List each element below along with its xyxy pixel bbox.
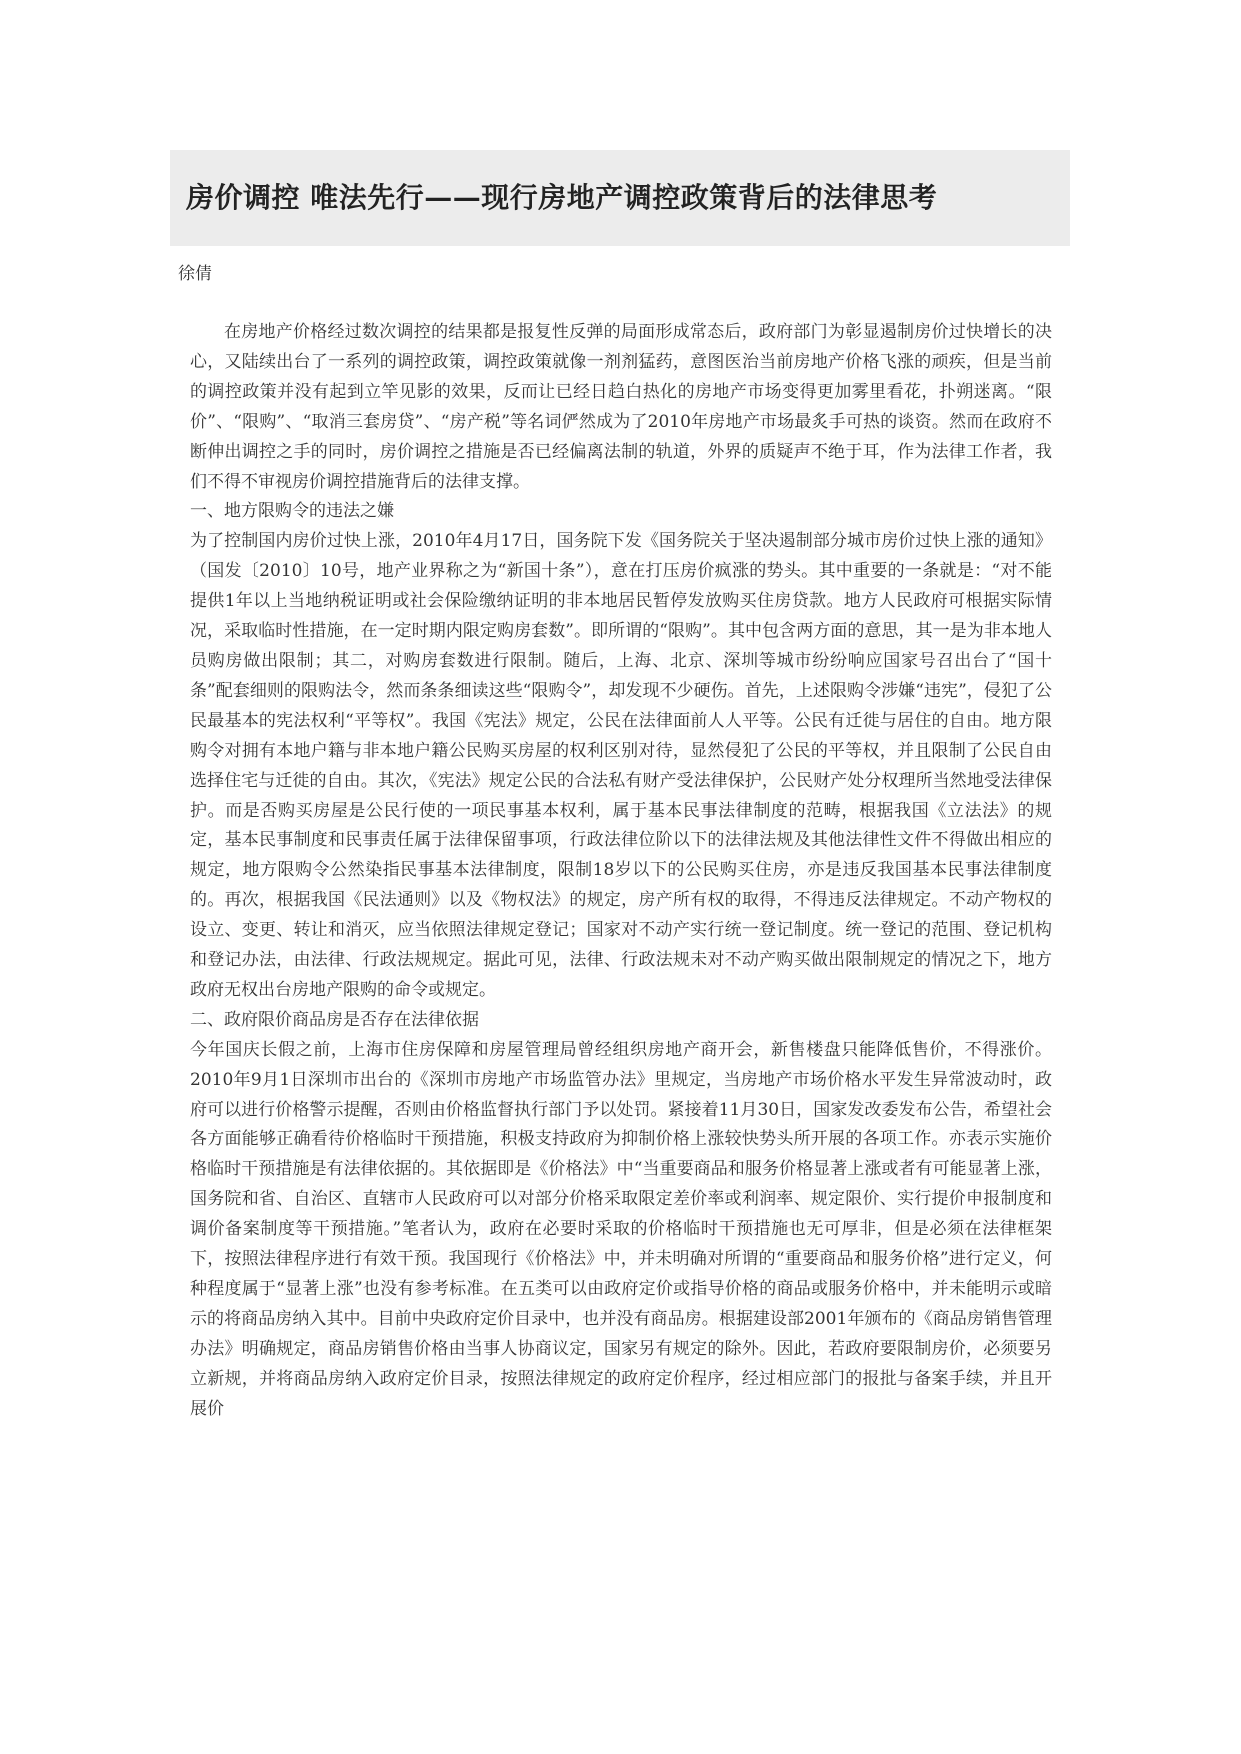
article-body xyxy=(190,318,1052,1425)
intro-paragraph: 在房地产价格经过数次调控的结果都是报复性反弹的局面形成常态后，政府部门为彰显遏制房价过快增长的决心，又陆续出台了一系列的调控政策，调控政策就像一剂剂猛药，意图医治当前房地产价格飞涨的顽疾，但是当前的调控政策并没有起到立竿见影的效果，反而让已经日趋白热化的房地产市场变得更加雾里看花，扑朔迷离。“限价”、“限购”、“取消三套房贷”、“房产税”等名词俨然成为了2010年房地产市场最炙手可热的谈资。然而在政府不断伸出调控之手的同时，房价调控之措施是否已经偏离法制的轨道，外界的质疑声不绝于耳，作为法律工作者，我们不得不审视房价调控措施背后的法律支撑。 xyxy=(190,322,1052,492)
title-band xyxy=(170,150,1070,246)
article-title: 房价调控 唯法先行——现行房地产调控政策背后的法律思考 xyxy=(186,181,938,214)
section-2-heading: 二、政府限价商品房是否存在法律依据 xyxy=(190,1009,479,1030)
section-1-heading: 一、地方限购令的违法之嫌 xyxy=(190,501,394,522)
author-name: 徐倩 xyxy=(178,264,212,284)
section-1-paragraph: 为了控制国内房价过快上涨，2010年4月17日，国务院下发《国务院关于坚决遏制部分城市房价过快上涨的通知》（国发〔2010〕10号，地产业界称之为“新国十条”），意在打压房价疯涨的势头。其中重要的一条就是：“对不能提供1年以上当地纳税证明或社会保险缴纳证明的非本地居民暂停发放购买住房贷款。地方人民政府可根据实际情况，采取临时性措施，在一定时期内限定购房套数”。即所谓的“限购”。其中包含两方面的意思，其一是为非本地人员购房做出限制；其二，对购房套数进行限制。随后，上海、北京、深圳等城市纷纷响应国家号召出台了“国十条”配套细则的限购法令，然而条条细读这些“限购令”，却发现不少硬伤。首先，上述限购令涉嫌“违宪”，侵犯了公民最基本的宪法权利“平等权”。我国《宪法》规定，公民在法律面前人人平等。公民有迁徙与居住的自由。地方限购令对拥有本地户籍与非本地户籍公民购买房屋的权利区别对待，显然侵犯了公民的平等权，并且限制了公民自由选择住宅与迁徙的自由。其次，《宪法》规定公民的合法私有财产受法律保护，公民财产处分权理所当然地受法律保护。而是否购买房屋是公民行使的一项民事基本权利，属于基本民事法律制度的范畴，根据我国《立法法》的规定，基本民事制度和民事责任属于法律保留事项，行政法律位阶以下的法律法规及其他法律性文件不得做出相应的规定，地方限购令公然染指民事基本法律制度，限制18岁以下的公民购买住房，亦是违反我国基本民事法律制度的。再次，根据我国《民法通则》以及《物权法》的规定，房产所有权的取得，不得违反法律规定。不动产物权的设立、变更、转让和消灭，应当依照法律规定登记；国家对不动产实行统一登记制度。统一登记的范围、登记机构和登记办法，由法律、行政法规规定。据此可见，法律、行政法规未对不动产购买做出限制规定的情况之下，地方政府无权出台房地产限购的命令或规定。 xyxy=(190,531,1052,1000)
section-2-paragraph: 今年国庆长假之前，上海市住房保障和房屋管理局曾经组织房地产商开会，新售楼盘只能降低售价，不得涨价。2010年9月1日深圳市出台的《深圳市房地产市场监管办法》里规定，当房地产市场价格水平发生异常波动时，政府可以进行价格警示提醒，否则由价格监督执行部门予以处罚。紧接着11月30日，国家发改委发布公告，希望社会各方面能够正确看待价格临时干预措施，积极支持政府为抑制价格上涨较快势头所开展的各项工作。亦表示实施价格临时干预措施是有法律依据的。其依据即是《价格法》中“当重要商品和服务价格显著上涨或者有可能显著上涨，国务院和省、自治区、直辖市人民政府可以对部分价格采取限定差价率或利润率、规定限价、实行提价申报制度和调价备案制度等干预措施。”笔者认为，政府在必要时采取的价格临时干预措施也无可厚非，但是必须在法律框架下，按照法律程序进行有效干预。我国现行《价格法》中，并未明确对所谓的“重要商品和服务价格”进行定义，何种程度属于“显著上涨”也没有参考标准。在五类可以由政府定价或指导价格的商品或服务价格中，并未能明示或暗示的将商品房纳入其中。目前中央政府定价目录中，也并没有商品房。根据建设部2001年颁布的《商品房销售管理办法》明确规定，商品房销售价格由当事人协商议定，国家另有规定的除外。因此，若政府要限制房价，必须要另立新规，并将商品房纳入政府定价目录，按照法律规定的政府定价程序，经过相应部门的报批与备案手续，并且开展价 xyxy=(190,1039,1052,1419)
